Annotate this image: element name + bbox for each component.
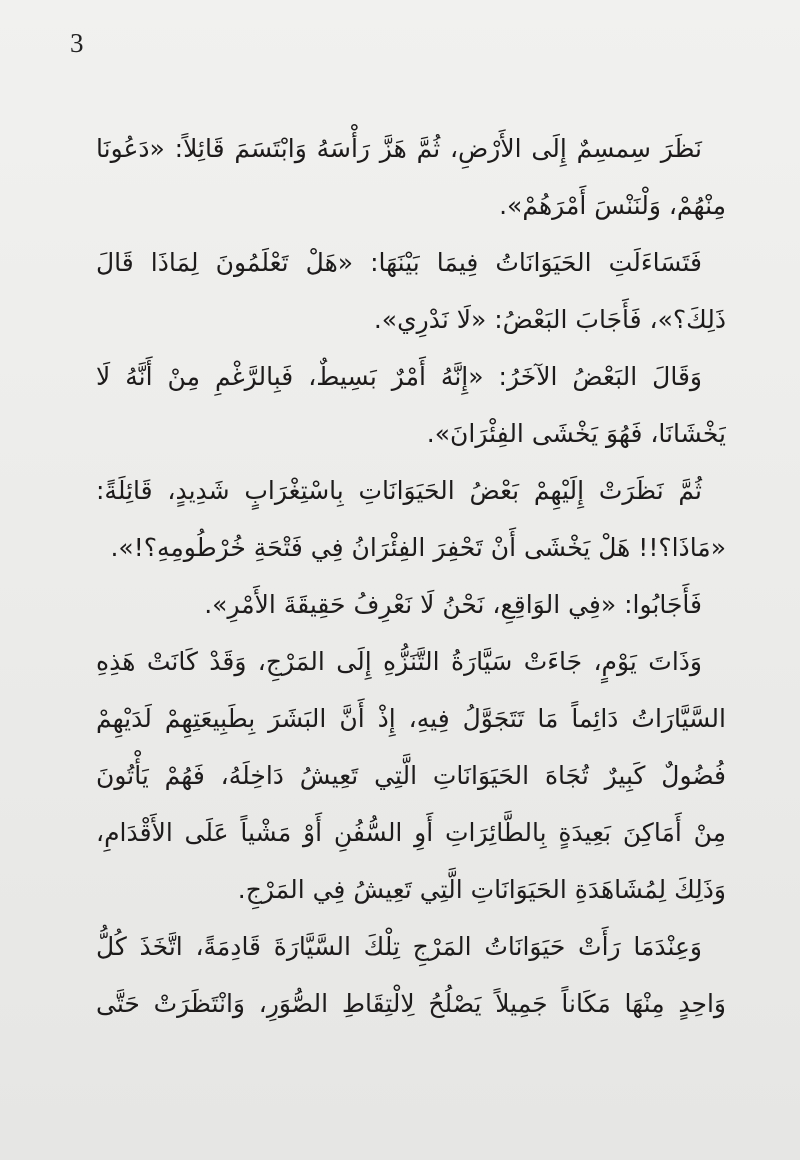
text-line: وَذَلِكَ لِمُشَاهَدَةِ الحَيَوَانَاتِ الَّتِي تَعِيشُ فِي المَرْجِ. bbox=[237, 875, 726, 904]
text-line: السَّيَّارَاتُ دَائِماً مَا تَتَجَوَّلُ فِيهِ، إِذْ أَنَّ البَشَرَ بِطَبِيعَتِهِمْ لَدَيْهِمْ bbox=[96, 704, 726, 733]
text-line: ثُمَّ نَظَرَتْ إِلَيْهِمْ بَعْضُ الحَيَوَانَاتِ بِاسْتِغْرَابٍ شَدِيدٍ، قَائِلَةً: bbox=[96, 476, 702, 505]
text-line: فَتَسَاءَلَتِ الحَيَوَانَاتُ فِيمَا بَيْنَهَا: «هَلْ تَعْلَمُونَ لِمَاذَا قَالَ bbox=[96, 248, 702, 277]
text-line: مِنْ أَمَاكِنَ بَعِيدَةٍ بِالطَّائِرَاتِ أَوِ السُّفُنِ أَوْ مَشْياً عَلَى الأَقْدَامِ، bbox=[96, 818, 726, 847]
text-line: ذَلِكَ؟»، فَأَجَابَ البَعْضُ: «لَا نَدْرِي». bbox=[373, 305, 726, 334]
text-line: مِنْهُمْ، وَلْنَنْسَ أَمْرَهُمْ». bbox=[499, 191, 726, 220]
text-line: نَظَرَ سِمسِمٌ إِلَى الأَرْضِ، ثُمَّ هَزَّ رَأْسَهُ وَابْتَسَمَ قَائِلاً: «دَعُونَا bbox=[96, 134, 702, 163]
text-line: وَاحِدٍ مِنْهَا مَكَاناً جَمِيلاً يَصْلُحُ لِالْتِقَاطِ الصُّوَرِ، وَانْتَظَرَتْ حَتَّى bbox=[96, 989, 726, 1018]
text-line: يَخْشَانَا، فَهُوَ يَخْشَى الفِئْرَانَ». bbox=[426, 419, 726, 448]
body-text bbox=[96, 120, 726, 1032]
text-line: «مَاذَا؟!! هَلْ يَخْشَى أَنْ تَحْفِرَ الفِئْرَانُ فِي فَتْحَةِ خُرْطُومِهِ؟!». bbox=[110, 533, 726, 562]
text-line: فَأَجَابُوا: «فِي الوَاقِعِ، نَحْنُ لَا نَعْرِفُ حَقِيقَةَ الأَمْرِ». bbox=[204, 590, 702, 619]
text-line: وَقَالَ البَعْضُ الآخَرُ: «إِنَّهُ أَمْرٌ بَسِيطٌ، فَبِالرَّغْمِ مِنْ أَنَّهُ لَا bbox=[96, 362, 702, 391]
text-line: فُضُولٌ كَبِيرٌ تُجَاهَ الحَيَوَانَاتِ الَّتِي تَعِيشُ دَاخِلَهُ، فَهُمْ يَأْتُونَ bbox=[96, 761, 726, 790]
text-line: وَعِنْدَمَا رَأَتْ حَيَوَانَاتُ المَرْجِ تِلْكَ السَّيَّارَةَ قَادِمَةً، اتَّخَذَ كُلُّ bbox=[96, 932, 702, 961]
page-number: 3 bbox=[70, 28, 84, 58]
text-line: وَذَاتَ يَوْمٍ، جَاءَتْ سَيَّارَةُ التَّنَزُّهِ إِلَى المَرْجِ، وَقَدْ كَانَتْ هَذِهِ bbox=[96, 647, 702, 676]
